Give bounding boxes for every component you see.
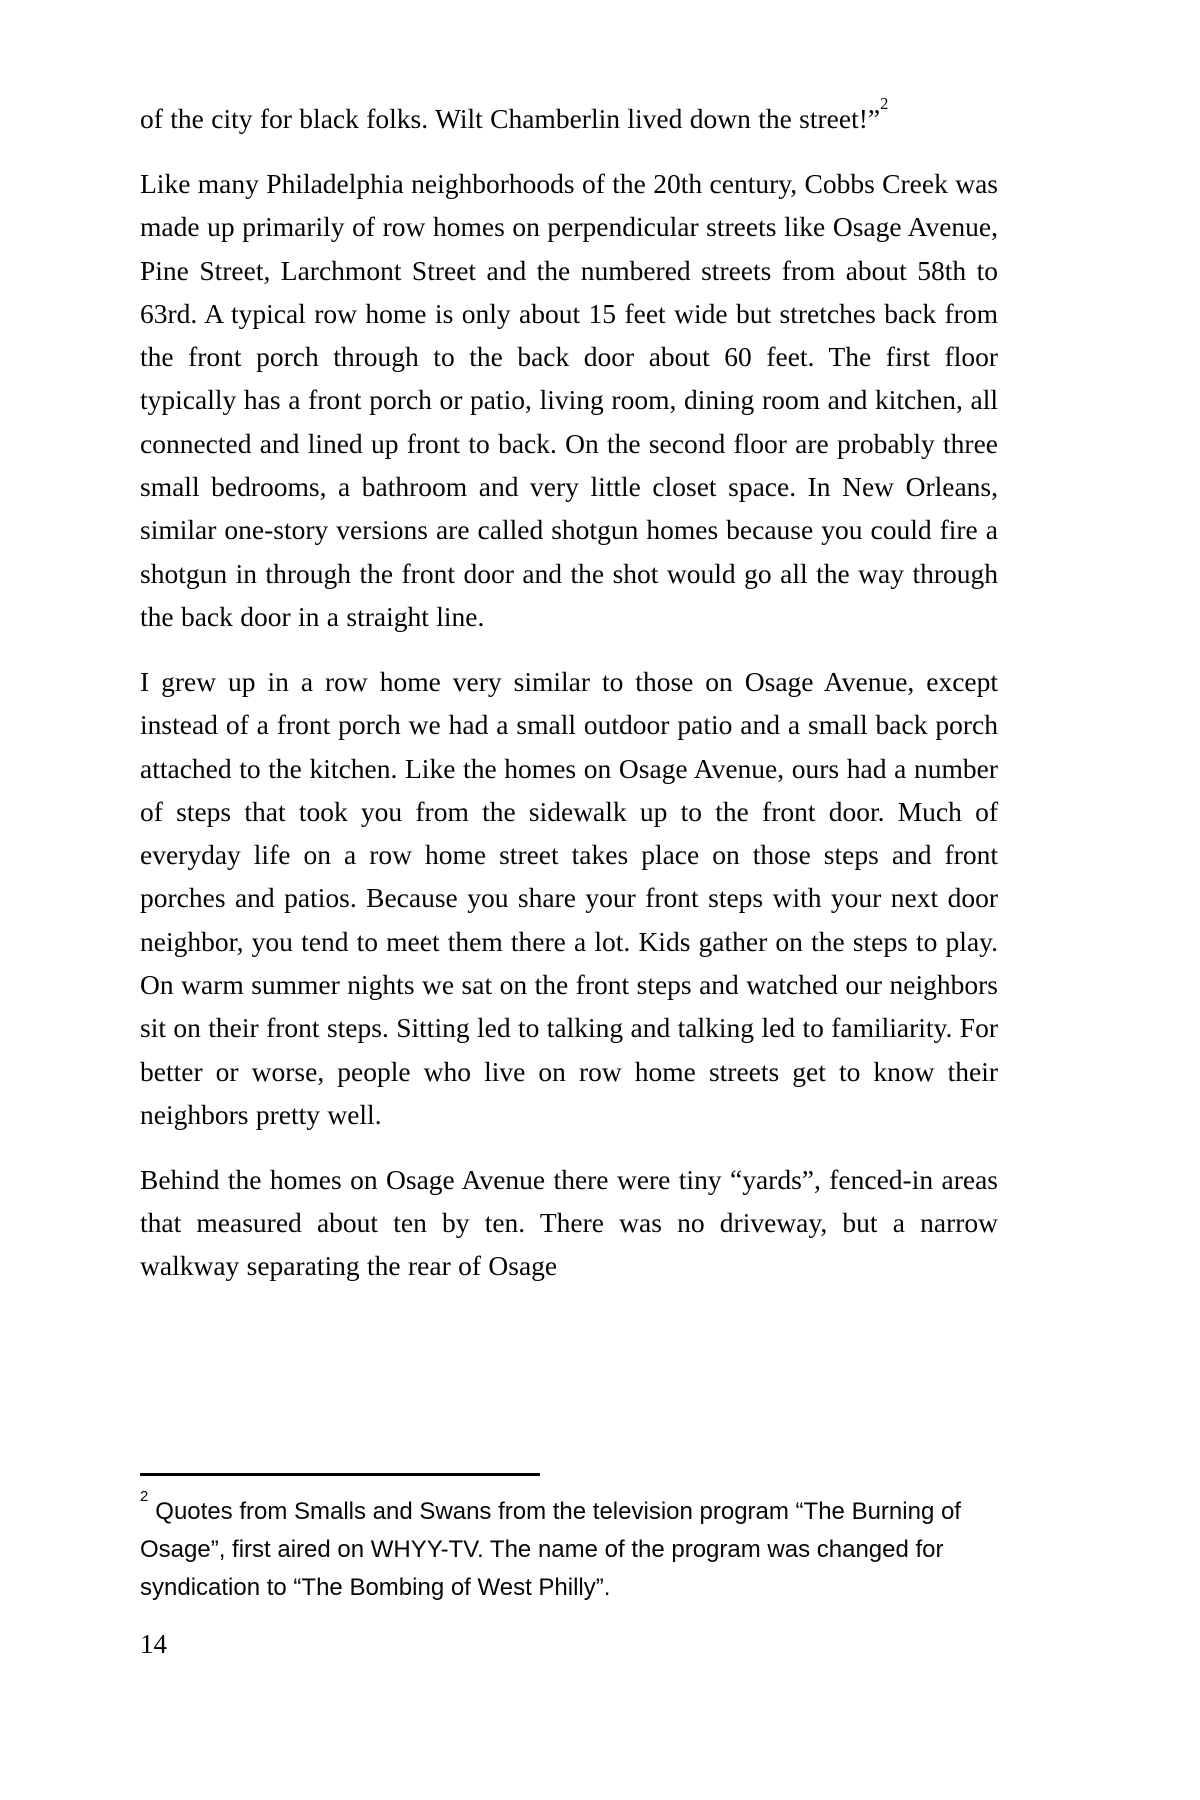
- footnote-text: Quotes from Smalls and Swans from the television program “The Burning of Osage”, first aired on WHYY-TV. The name of the program was changed for syndication to “The Bombing of West Philly”.: [140, 1497, 961, 1601]
- paragraph: Like many Philadelphia neighborhoods of the 20th century, Cobbs Creek was made up primarily of row homes on perpendicular streets like Osage Avenue, Pine Street, Larchmont Street and the numbered streets from about 58th to 63rd. A typical row home is only about 15 feet wide but stretches back from the front porch through to the back door about 60 feet. The first floor typically has a front porch or patio, living room, dining room and kitchen, all connected and lined up front to back. On the second floor are probably three small bedrooms, a bathroom and very little closet space. In New Orleans, similar one-story versions are called shotgun homes because you could fire a shotgun in through the front door and the shot would go all the way through the back door in a straight line.: [140, 167, 998, 632]
- footnote: [140, 1489, 998, 1607]
- footnote-area: [140, 1473, 998, 1660]
- page-number: 14: [140, 1628, 167, 1659]
- footnote-separator-rule: [140, 1473, 540, 1476]
- paragraph: I grew up in a row home very similar to those on Osage Avenue, except instead of a front porch we had a small outdoor patio and a small back porch attached to the kitchen. Like the homes on Osage Avenue, ours had a number of steps that took you from the sidewalk up to the front door. Much of everyday life on a row home street takes place on those steps and front porches and patios. Because you share your front steps with your next door neighbor, you tend to meet them there a lot. Kids gather on the steps to play. On warm summer nights we sat on the front steps and watched our neighbors sit on their front steps. Sitting led to talking and talking led to familiarity. For better or worse, people who live on row home streets get to know their neighbors pretty well.: [140, 665, 998, 1130]
- paragraph: Behind the homes on Osage Avenue there were tiny “yards”, fenced-in areas that measured about ten by ten. There was no driveway, but a narrow walkway separating the rear of Osage: [140, 1163, 998, 1282]
- page-body: [140, 93, 998, 1288]
- footnote-reference: 2: [880, 93, 889, 113]
- paragraph-text: of the city for black folks. Wilt Chamberlin lived down the street!”: [140, 103, 881, 134]
- paragraph-continuation: [140, 93, 998, 140]
- footnote-marker: 2: [140, 1489, 149, 1506]
